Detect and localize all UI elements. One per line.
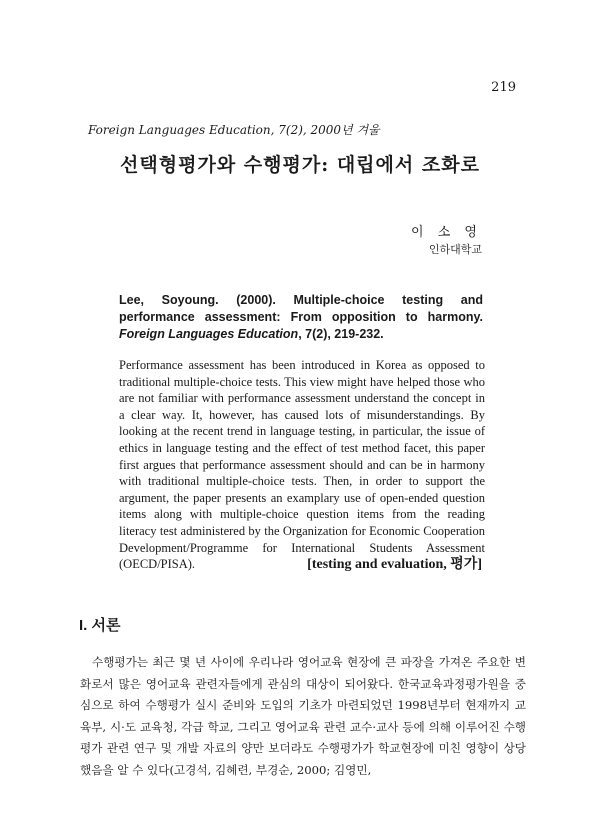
citation-journal: Foreign Languages Education [119,327,299,341]
author-affiliation: 인하대학교 [428,243,482,256]
keywords: [testing and evaluation, 평가] [307,557,482,572]
citation [119,292,483,343]
journal-header: Foreign Languages Education, 7(2), 2000년 겨울 [88,123,380,137]
citation-text: Lee, Soyoung. (2000). Multiple-choice testing and performance assessment: From opposition to harmony. [119,293,483,324]
abstract: Performance assessment has been introduced in Korea as opposed to traditional multiple-choice tests. This view might have helped those who are not familiar with performance assessment understand the concept in a clear way. It, however, has caused lots of misunderstandings. By looking at the recent trend in language testing, in particular, the issue of ethics in language testing and the effect of test method facet, this paper first argues that performance assessment should and can be in harmony with traditional multiple-choice tests. Then, in order to support the argument, the paper presents an examplary use of open-ended question items along with multiple-choice question items from the reading literacy test administered by the Organization for Economic Cooperation Development/Programme for International Students Assessment (OECD/PISA). [119,358,485,572]
author-name: 이 소 영 [411,225,482,240]
paper-title: 선택형평가와 수행평가: 대립에서 조화로 [120,154,480,176]
section-heading: I. 서론 [79,617,121,634]
body-paragraph: 수행평가는 최근 몇 년 사이에 우리나라 영어교육 현장에 큰 파장을 가져온 주요한 변화로서 많은 영어교육 관련자들에게 관심의 대상이 되어왔다. 한국교육과정평가원을 중심으로 하여 수행평가 실시 준비와 도입의 기초가 마련되었던 1998년부터 현재까지 교육부, 시·도 교육청, 각급 학교, 그리고 영어교육 관련 교수·교사 등에 의해 이루어진 수행평가 관련 연구 및 개발 자료의 양만 보더라도 수행평가가 학교현장에 미친 영향이 상당했음을 알 수 있다(고경석, 김혜련, 부경순, 2000; 김영민, [80,655,526,777]
page-number: 219 [491,80,516,95]
citation-details: , 7(2), 219-232. [298,327,384,341]
